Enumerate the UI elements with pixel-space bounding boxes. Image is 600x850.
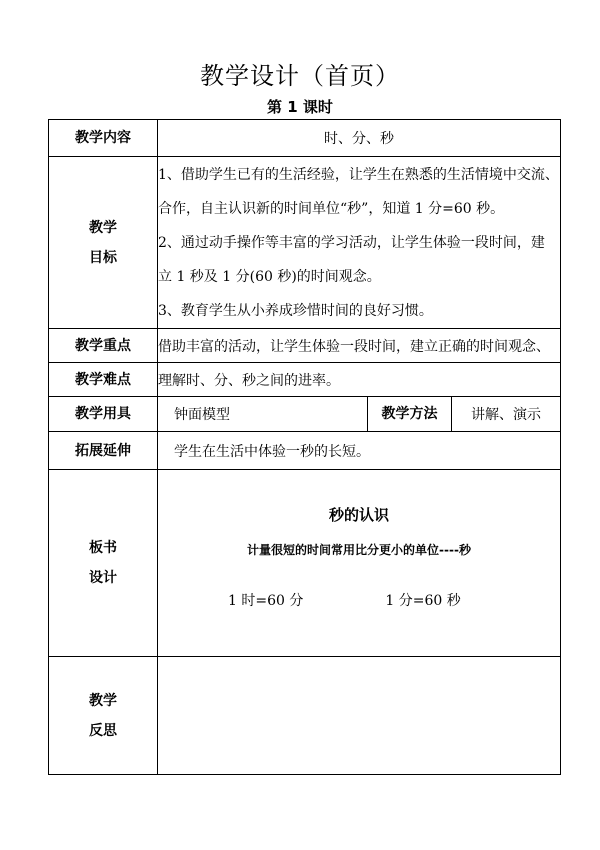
- value-difficulties: 理解时、分、秒之间的进率。: [158, 363, 561, 397]
- row-reflection: [49, 657, 561, 775]
- value-content: 时、分、秒: [158, 120, 561, 157]
- lesson-number: 第 1 课时: [267, 98, 333, 116]
- board-equation-minute: 1 分=60 秒: [385, 593, 461, 609]
- value-extension: 学生在生活中体验一秒的长短。: [158, 432, 561, 470]
- goal-line: 1、借助学生已有的生活经验，让学生在熟悉的生活情境中交流、: [158, 166, 559, 183]
- document-title: 教学设计（首页）: [200, 62, 400, 90]
- value-key-points: 借助丰富的活动，让学生体验一段时间，建立正确的时间观念、: [158, 329, 561, 363]
- label-content: 教学内容: [49, 120, 158, 157]
- label-reflection: [49, 657, 158, 775]
- label-reflection-line2: 反思: [89, 722, 117, 739]
- value-board: [158, 470, 561, 657]
- row-extension: [49, 432, 561, 470]
- value-reflection: [158, 657, 561, 775]
- row-key-points: [49, 329, 561, 363]
- label-goals-line2: 目标: [89, 249, 117, 266]
- row-tools: [49, 397, 561, 432]
- label-goals: [49, 157, 158, 329]
- row-board: [49, 470, 561, 657]
- value-goals: [158, 157, 561, 329]
- board-subtitle: 计量很短的时间常用比分更小的单位----秒: [247, 543, 471, 557]
- label-extension: 拓展延伸: [49, 432, 158, 470]
- value-method: 讲解、演示: [452, 397, 561, 432]
- row-content: [49, 120, 561, 157]
- label-goals-line1: 教学: [89, 219, 117, 236]
- label-reflection-line1: 教学: [89, 692, 117, 709]
- goal-line: 合作，自主认识新的时间单位“秒”，知道 1 分=60 秒。: [158, 200, 505, 217]
- goal-line: 2、通过动手操作等丰富的学习活动，让学生体验一段时间，建: [158, 234, 545, 251]
- goal-line: 立 1 秒及 1 分(60 秒)的时间观念。: [158, 268, 381, 285]
- label-tools: 教学用具: [49, 397, 158, 432]
- board-equations: [158, 590, 560, 610]
- value-tools: 钟面模型: [158, 397, 368, 432]
- label-key-points: 教学重点: [49, 329, 158, 363]
- label-board: [49, 470, 158, 657]
- label-board-line2: 设计: [89, 570, 117, 586]
- lesson-plan-table: [48, 119, 561, 775]
- label-board-line1: 板书: [89, 540, 117, 556]
- row-difficulties: [49, 363, 561, 397]
- label-difficulties: 教学难点: [49, 363, 158, 397]
- label-method: 教学方法: [368, 397, 452, 432]
- goal-line: 3、教育学生从小养成珍惜时间的良好习惯。: [158, 302, 433, 319]
- row-goals: [49, 157, 561, 329]
- board-equation-hour: 1 时=60 分: [228, 593, 304, 609]
- board-heading: 秒的认识: [329, 506, 390, 524]
